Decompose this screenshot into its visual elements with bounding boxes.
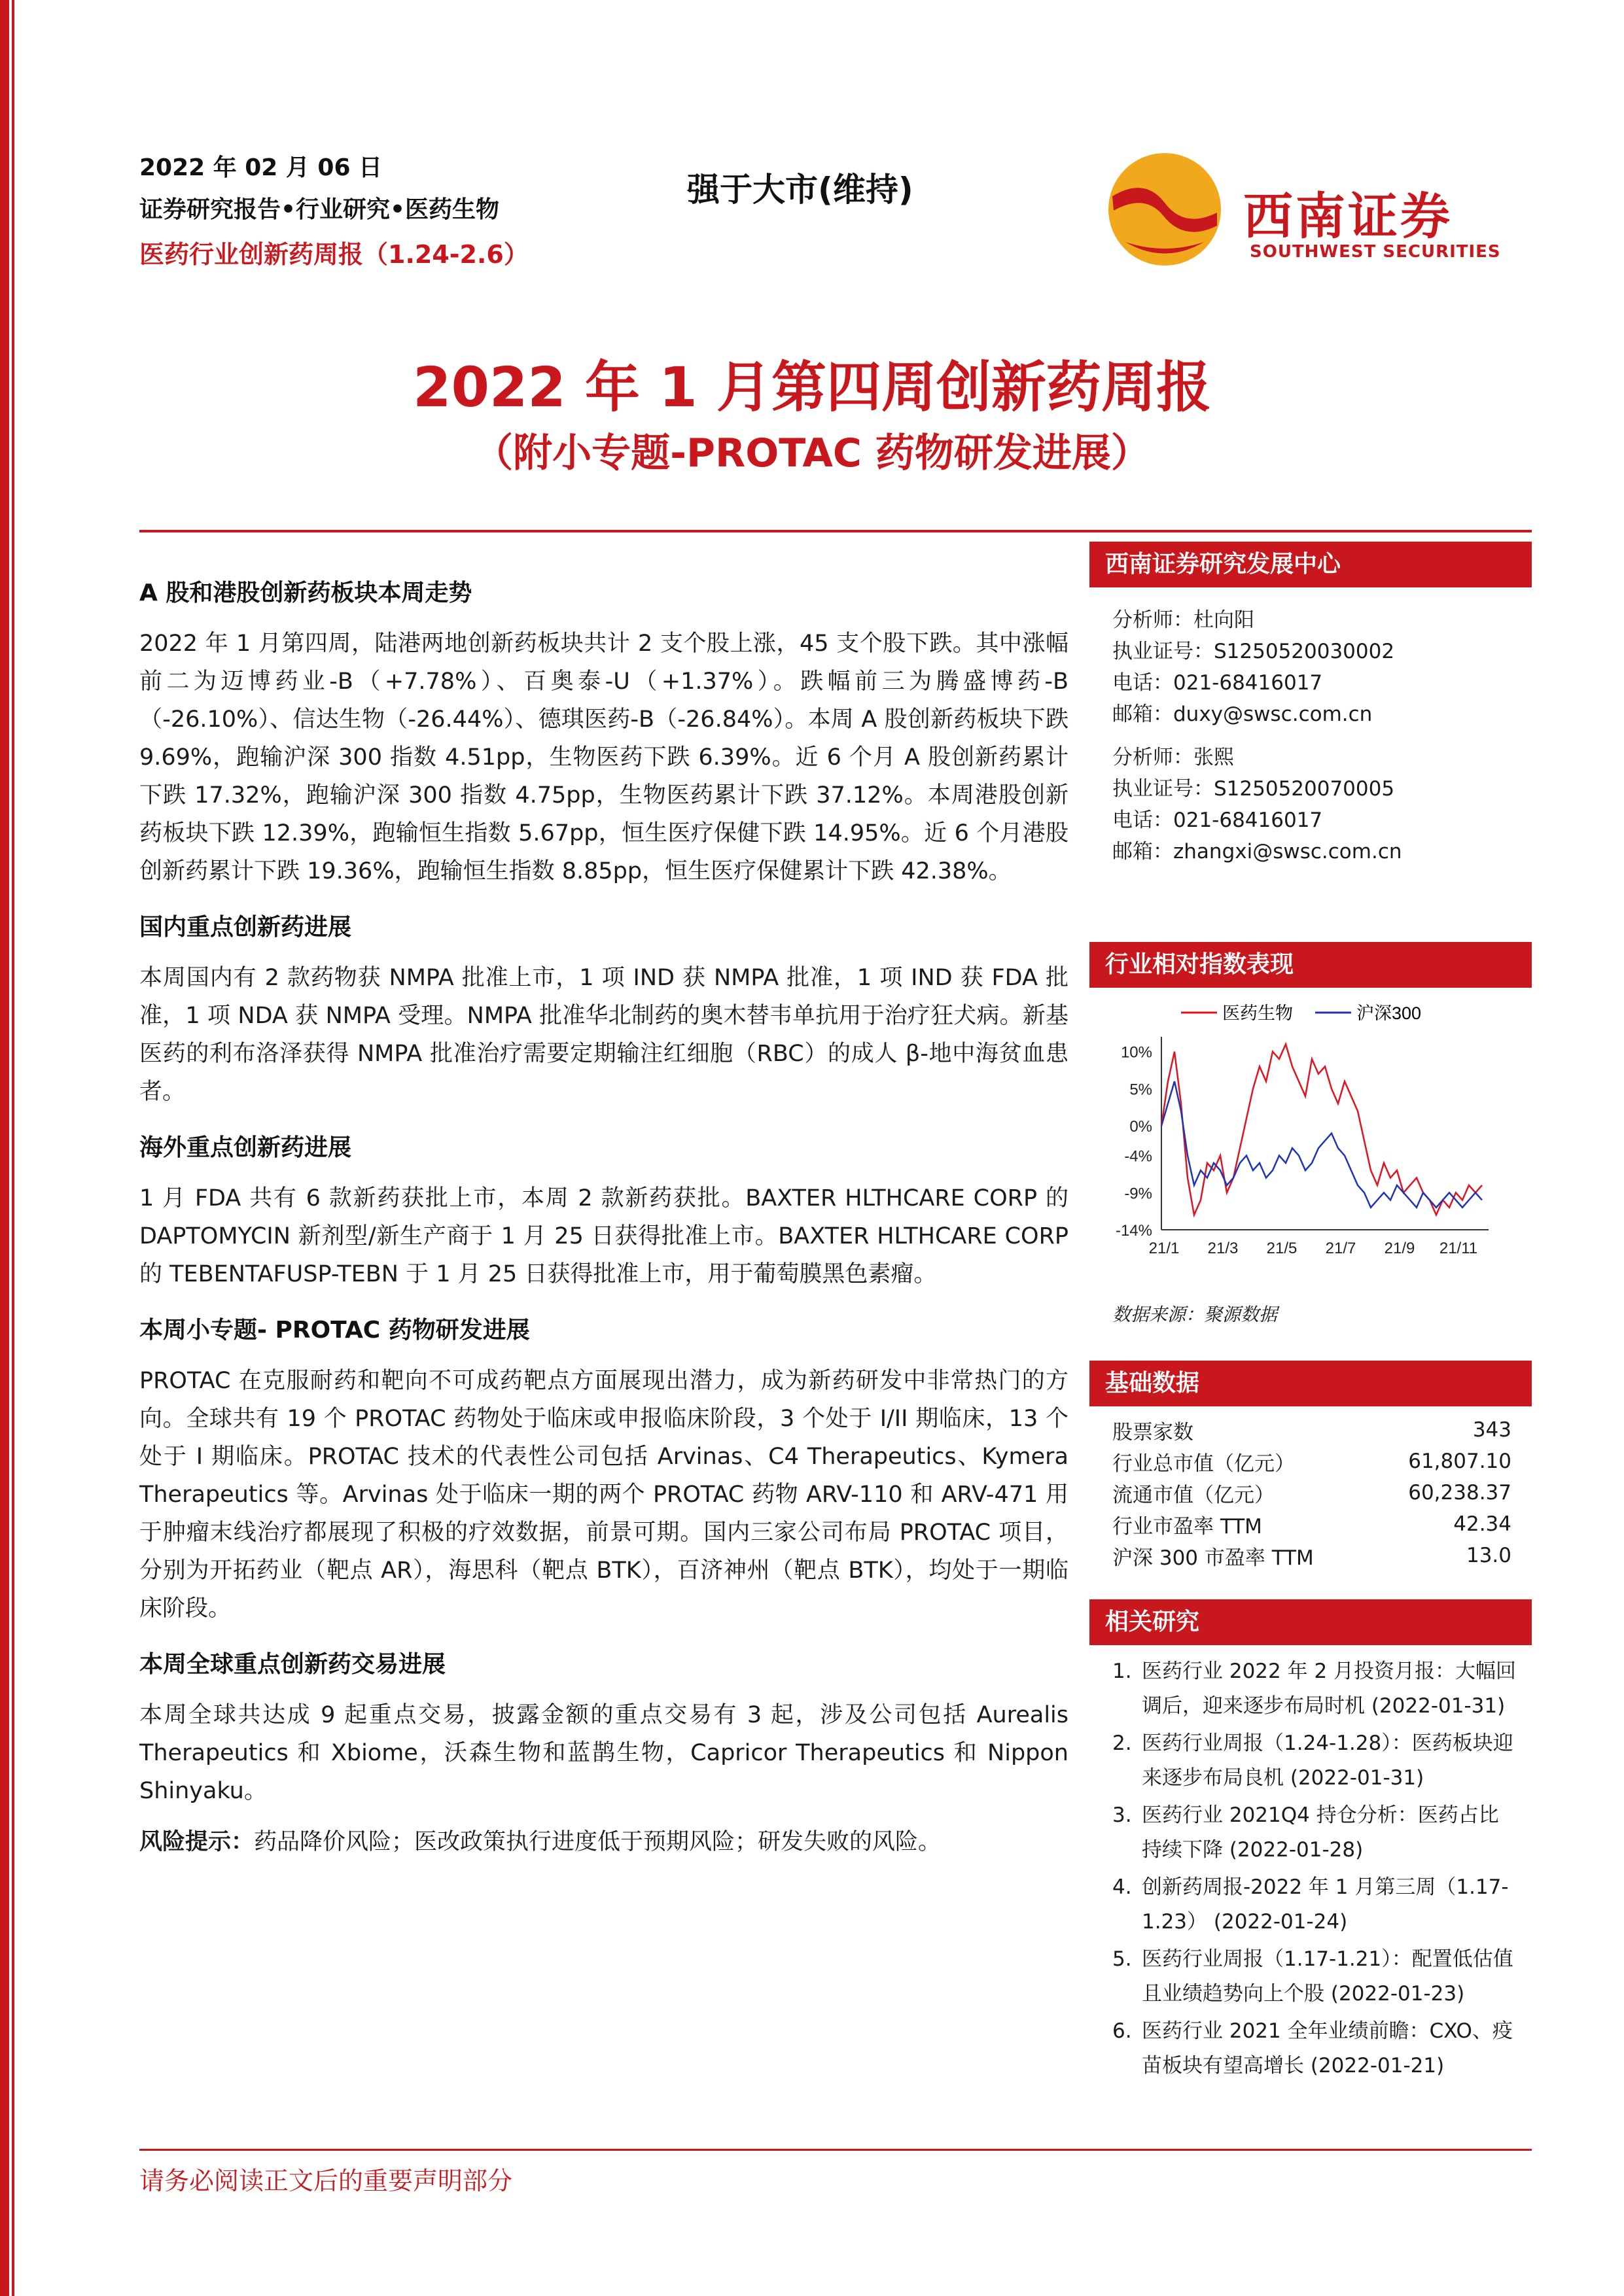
item-text: 医药行业 2022 年 2 月投资月报：大幅回调后，迎来逐步布局时机 (2022-01-31) [1142, 1660, 1517, 1718]
section-domestic [139, 909, 1068, 1111]
row-value: 343 [1472, 1418, 1511, 1442]
series-line-hs300 [1161, 1081, 1482, 1208]
related-report-item[interactable] [1089, 1870, 1532, 1939]
header-divider [139, 530, 1532, 532]
analyst-license: 执业证号：S1250520030002 [1112, 640, 1395, 663]
table-row [1112, 1477, 1511, 1508]
row-label: 行业总市值（亿元） [1112, 1452, 1295, 1476]
logo-mark-icon [1106, 150, 1224, 268]
section-overseas [139, 1129, 1068, 1293]
report-date: 2022 年 02 月 06 日 [139, 154, 383, 181]
sidebar-heading-chart: 行业相对指数表现 [1089, 942, 1532, 988]
table-row [1112, 1414, 1511, 1446]
section-paragraph: 1 月 FDA 共有 6 款新药获批上市，本周 2 款新药获批。BAXTER HLTHCARE CORP 的 DAPTOMYCIN 新剂型/新生产商于 1 月 25 日获得批准上市。BAXTER HLTHCARE CORP 的 TEBENTAFUSP-TEBN 于 1 月 25 日获得批准上市，用于葡萄膜黑色素瘤。 [139, 1185, 1068, 1287]
y-tick-label: -9% [1124, 1185, 1152, 1203]
section-a-h-market [139, 574, 1068, 890]
y-tick-label: 10% [1120, 1043, 1152, 1062]
item-number: 6. [1112, 2019, 1132, 2043]
item-text: 创新药周报-2022 年 1 月第三周（1.17-1.23） (2022-01-24) [1142, 1875, 1509, 1934]
y-tick-label: -4% [1124, 1147, 1152, 1166]
item-text: 医药行业 2021Q4 持仓分析：医药占比持续下降 (2022-01-28) [1142, 1803, 1499, 1862]
y-tick-label: 5% [1129, 1081, 1152, 1099]
item-text: 医药行业周报（1.17-1.21）：配置低估值且业绩趋势向上个股 (2022-01-23) [1142, 1947, 1513, 2006]
row-value: 61,807.10 [1408, 1450, 1511, 1473]
item-number: 2. [1112, 1731, 1132, 1755]
sidebar [1089, 542, 1532, 867]
page-subtitle: （附小专题-PROTAC 药物研发进展） [474, 430, 1150, 476]
row-label: 股票家数 [1112, 1420, 1193, 1444]
row-label: 沪深 300 市盈率 TTM [1112, 1546, 1314, 1570]
sidebar-heading-basic: 基础数据 [1089, 1361, 1532, 1406]
logo-chinese-name: 西南证券 [1243, 187, 1453, 245]
logo-english-name: SOUTHWEST SECURITIES [1250, 242, 1501, 262]
analyst-name: 分析师：杜向阳 [1112, 608, 1254, 632]
table-row [1112, 1540, 1511, 1571]
section-deals [139, 1646, 1068, 1810]
analyst-name: 分析师：张熙 [1112, 746, 1234, 769]
section-heading: A 股和港股创新药板块本周走势 [139, 580, 472, 606]
relative-index-chart [1089, 988, 1532, 1295]
section-heading: 海外重点创新药进展 [139, 1134, 352, 1161]
section-paragraph: 本周国内有 2 款药物获 NMPA 批准上市，1 项 IND 获 NMPA 批准，1 项 IND 获 FDA 批准，1 项 NDA 获 NMPA 受理。NMPA 批准华北制药的奥木替韦单抗用于治疗狂犬病。新基医药的利布洛泽获得 NMPA 批准治疗需要定期输注红细胞（RBC）的成人 β-地中海贫血患者。 [139, 965, 1068, 1105]
analyst-block [1089, 742, 1532, 867]
sidebar-heading-related: 相关研究 [1089, 1599, 1532, 1645]
table-row [1112, 1446, 1511, 1477]
sidebar-heading-research-center: 西南证券研究发展中心 [1089, 542, 1532, 587]
related-report-item[interactable] [1089, 1654, 1532, 1724]
section-paragraph: 本周全球共达成 9 起重点交易，披露金额的重点交易有 3 起，涉及公司包括 Aurealis Therapeutics 和 Xbiome，沃森生物和蓝鹊生物，Capricor Therapeutics 和 Nippon Shinyaku。 [139, 1702, 1068, 1804]
section-paragraph: PROTAC 在克服耐药和靶向不可成药靶点方面展现出潜力，成为新药研发中非常热门的方向。全球共有 19 个 PROTAC 药物处于临床或申报临床阶段，3 个处于 I/II 期临床，13 个处于 I 期临床。PROTAC 技术的代表性公司包括 Arvinas、C4 Therapeutics、Kymera Therapeutics 等。Arvinas 处于临床一期的两个 PROTAC 药物 ARV-110 和 ARV-471 用于肿瘤末线治疗都展现了积极的疗效数据，前景可期。国内三家公司布局 PROTAC 项目，分别为开拓药业（靶点 AR），海思科（靶点 BTK），百济神州（靶点 BTK），均处于一期临床阶段。 [139, 1368, 1068, 1622]
chart-legend [1181, 1003, 1421, 1023]
row-value: 60,238.37 [1408, 1481, 1511, 1505]
section-heading: 本周全球重点创新药交易进展 [139, 1651, 446, 1678]
sidebar-chart-block [1089, 942, 1532, 1327]
risk-warning [139, 1823, 1068, 1861]
report-type: 证券研究报告•行业研究•医药生物 [139, 196, 500, 223]
sidebar-related-research [1089, 1599, 1532, 2086]
row-value: 13.0 [1466, 1544, 1511, 1567]
series-line-pharma [1161, 1044, 1482, 1215]
rating: 强于大市(维持) [687, 171, 913, 209]
analyst-phone: 电话：021-68416017 [1112, 671, 1323, 695]
item-number: 3. [1112, 1803, 1132, 1827]
related-report-item[interactable] [1089, 1942, 1532, 2011]
x-tick-label: 21/7 [1325, 1240, 1356, 1257]
related-report-item[interactable] [1089, 1798, 1532, 1868]
x-tick-label: 21/3 [1207, 1240, 1239, 1257]
section-heading: 国内重点创新药进展 [139, 914, 352, 941]
legend-label-hs300: 沪深300 [1356, 1003, 1422, 1023]
analyst-license: 执业证号：S1250520070005 [1112, 777, 1395, 801]
main-content [139, 556, 1068, 1861]
legend-label-pharma: 医药生物 [1222, 1003, 1293, 1023]
section-protac [139, 1312, 1068, 1627]
footer-divider [139, 2149, 1532, 2151]
table-row [1112, 1508, 1511, 1540]
page-title: 2022 年 1 月第四周创新药周报 [413, 355, 1211, 419]
analyst-email[interactable]: 邮箱：zhangxi@swsc.com.cn [1112, 840, 1402, 863]
item-number: 4. [1112, 1875, 1132, 1899]
analyst-block [1089, 604, 1532, 730]
related-report-item[interactable] [1089, 1726, 1532, 1796]
section-paragraph: 2022 年 1 月第四周，陆港两地创新药板块共计 2 支个股上涨，45 支个股下跌。其中涨幅前二为迈博药业-B（+7.78%）、百奥泰-U（+1.37%）。跌幅前三为腾盛博药-B（-26.10%）、信达生物（-26.44%）、德琪医药-B（-26.84%）。本周 A 股创新药板块下跌 9.69%，跑输沪深 300 指数 4.51pp，生物医药下跌 6.39%。近 6 个月 A 股创新药累计下跌 17.32%，跑输沪深 300 指数 4.75pp，生物医药累计下跌 37.12%。本周港股创新药板块下跌 12.39%，跑输恒生指数 5.67pp，恒生医疗保健下跌 14.95%。近 6 个月港股创新药累计下跌 19.36%，跑输恒生指数 8.85pp，恒生医疗保健累计下跌 42.38%。 [139, 631, 1068, 884]
risk-text: 药品降价风险；医改政策执行进度低于预期风险；研发失败的风险。 [254, 1829, 942, 1855]
chart-plot-area [1116, 1037, 1489, 1257]
footer-disclaimer: 请务必阅读正文后的重要声明部分 [139, 2166, 513, 2195]
item-text: 医药行业 2021 全年业绩前瞻：CXO、疫苗板块有望高增长 (2022-01-21) [1142, 2019, 1513, 2078]
section-heading: 本周小专题- PROTAC 药物研发进展 [139, 1317, 530, 1344]
sidebar-basic-data [1089, 1361, 1532, 1571]
row-value: 42.34 [1453, 1512, 1511, 1536]
risk-label: 风险提示： [139, 1829, 255, 1855]
item-number: 1. [1112, 1660, 1132, 1683]
related-report-item[interactable] [1089, 2014, 1532, 2083]
analyst-phone: 电话：021-68416017 [1112, 809, 1323, 832]
row-label: 行业市盈率 TTM [1112, 1514, 1262, 1539]
analyst-email[interactable]: 邮箱：duxy@swsc.com.cn [1112, 703, 1373, 726]
x-tick-label: 21/5 [1266, 1240, 1297, 1257]
x-tick-label: 21/1 [1148, 1240, 1180, 1257]
item-text: 医药行业周报（1.24-1.28）：医药板块迎来逐步布局良机 (2022-01-31) [1142, 1731, 1513, 1790]
y-tick-label: 0% [1129, 1118, 1152, 1136]
row-label: 流通市值（亿元） [1112, 1483, 1275, 1507]
report-series: 医药行业创新药周报（1.24-2.6） [139, 240, 529, 269]
basic-data-table [1112, 1414, 1511, 1571]
x-tick-label: 21/9 [1384, 1240, 1415, 1257]
chart-source: 数据来源：聚源数据 [1112, 1304, 1278, 1325]
y-tick-label: -14% [1115, 1222, 1152, 1240]
x-tick-label: 21/11 [1439, 1240, 1478, 1257]
item-number: 5. [1112, 1947, 1132, 1971]
